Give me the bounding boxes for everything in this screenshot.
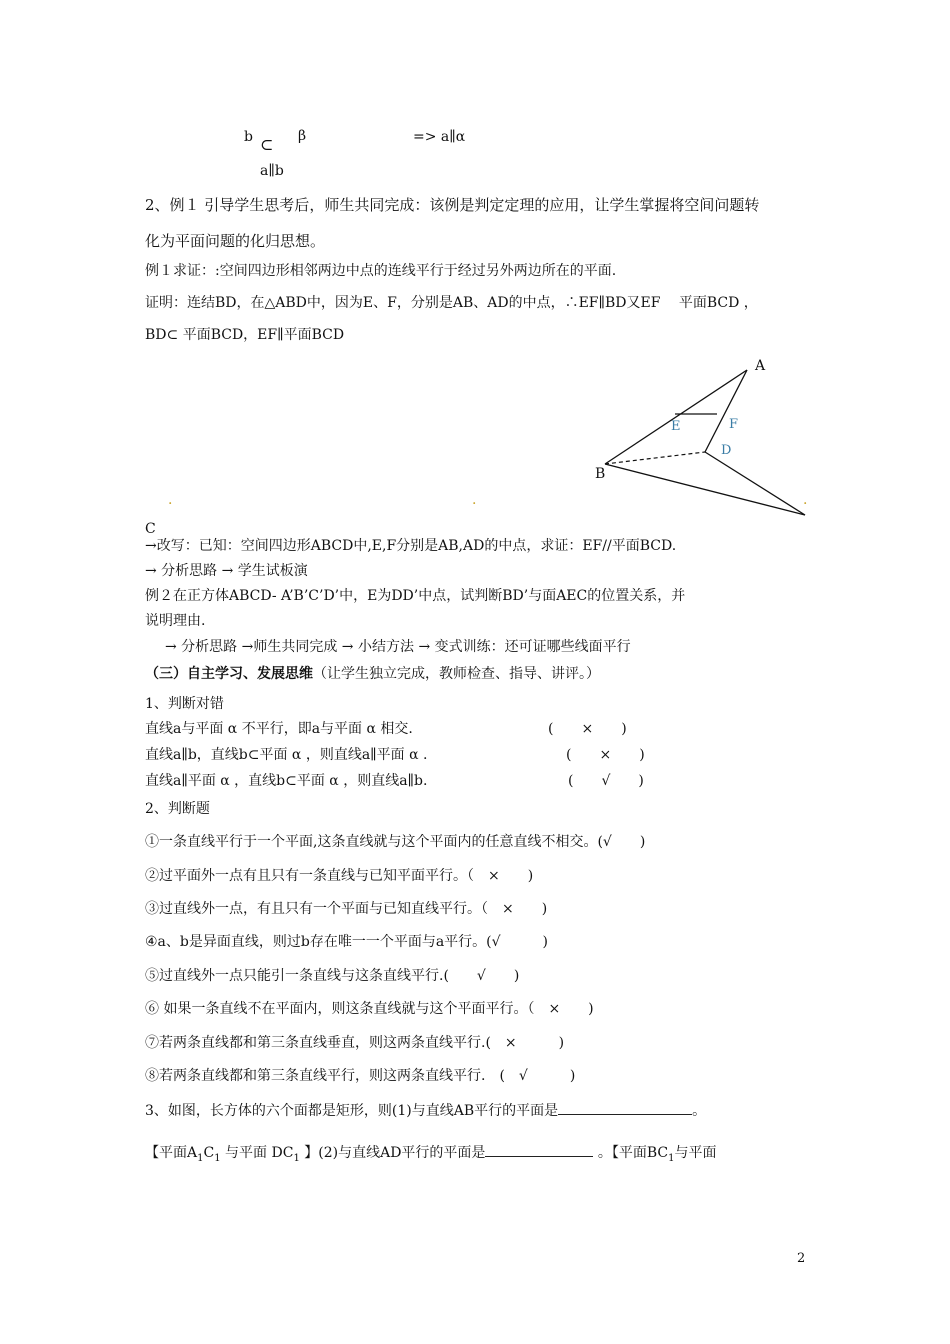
quadrilateral-figure bbox=[585, 352, 815, 527]
q3-line-2 bbox=[145, 1142, 717, 1168]
answer-blank-1[interactable] bbox=[558, 1100, 692, 1115]
label-d: D bbox=[721, 443, 732, 458]
q3-text-e: 。【平面BC bbox=[593, 1145, 669, 1161]
section3-note: （让学生独立完成，教师检查、指导、讲评。） bbox=[313, 666, 600, 682]
judge-item-1: 直线a与平面 α 不平行，即a与平面 α 相交. bbox=[145, 721, 413, 737]
section3-title: （三）自主学习、发展思维 bbox=[145, 666, 313, 682]
judge-answer-2: ( × ) bbox=[566, 747, 645, 763]
q3-sub-3: 1 bbox=[293, 1152, 300, 1164]
formula-implies: => a∥α bbox=[413, 129, 466, 145]
rewrite-line: →改写：已知：空间四边形ABCD中,E,F分别是AB,AD的中点，求证：EF//平面BCD. bbox=[145, 538, 677, 554]
flow-1: → 分析思路 → 学生试板演 bbox=[145, 563, 308, 579]
q3-text-a: 【平面A bbox=[145, 1145, 198, 1161]
quadrilateral-svg bbox=[585, 352, 815, 527]
example2-line-2: 说明理由. bbox=[145, 613, 206, 629]
section3-heading bbox=[145, 665, 600, 683]
q3-text-f: 与平面 bbox=[674, 1145, 717, 1161]
example1-title: 例１求证：:空间四边形相邻两边中点的连线平行于经过另外两边所在的平面. bbox=[145, 263, 617, 279]
q3-line-1-text: 3、如图，长方体的六个面都是矩形，则(1)与直线AB平行的平面是 bbox=[145, 1103, 559, 1119]
proof-line-2: BD⊂ 平面BCD，EF∥平面BCD bbox=[145, 327, 345, 343]
judge-answer-3: ( √ ) bbox=[568, 773, 644, 789]
anchor-dot: · bbox=[472, 496, 477, 512]
judge2-item-4: ④a、b是异面直线，则过b存在唯一一个平面与a平行。(√ ) bbox=[145, 934, 549, 950]
page-number: 2 bbox=[797, 1251, 806, 1266]
anchor-dot: · bbox=[803, 496, 808, 512]
example2-line-1: 例２在正方体ABCD- A’B’C’D’中，E为DD’中点，试判断BD’与面AEC的位置关系，并 bbox=[145, 588, 686, 604]
formula-b: b bbox=[244, 129, 253, 145]
judge-answer-1: ( × ) bbox=[548, 721, 627, 737]
label-b: B bbox=[595, 466, 606, 482]
anchor-dot: · bbox=[168, 496, 173, 512]
edge-bc bbox=[605, 464, 808, 515]
judge2-item-6: ⑥ 如果一条直线不在平面内，则这条直线就与这个平面平行。（ × ) bbox=[145, 1001, 594, 1017]
judge2-item-1: ①一条直线平行于一个平面,这条直线就与这个平面内的任意直线不相交。(√ ) bbox=[145, 834, 646, 850]
edge-ad bbox=[705, 370, 747, 452]
label-a: A bbox=[755, 358, 766, 374]
q3-line-1 bbox=[145, 1100, 706, 1120]
answer-blank-2[interactable] bbox=[485, 1142, 593, 1157]
q3-sub-2: 1 bbox=[214, 1152, 221, 1164]
flow-2: → 分析思路 →师生共同完成 → 小结方法 → 变式训练：还可证哪些线面平行 bbox=[165, 639, 631, 655]
q3-text-d: 】(2)与直线AD平行的平面是 bbox=[299, 1145, 486, 1161]
q3-sub-4: 1 bbox=[668, 1152, 675, 1164]
edge-dc bbox=[705, 452, 808, 515]
judge-item-3: 直线a∥平面 α ，直线b⊂平面 α ，则直线a∥b. bbox=[145, 773, 428, 789]
judge2-item-5: ⑤过直线外一点只能引一条直线与这条直线平行.( √ ) bbox=[145, 968, 520, 984]
label-c: C bbox=[145, 521, 156, 537]
q3-text-b: C bbox=[203, 1145, 215, 1161]
judge2-item-2: ②过平面外一点有且只有一条直线与已知平面平行。（ × ) bbox=[145, 868, 534, 884]
formula-beta: β bbox=[298, 128, 307, 144]
formula-subset: ⊂ bbox=[260, 135, 274, 154]
judge2-item-3: ③过直线外一点，有且只有一个平面与已知直线平行。（ × ) bbox=[145, 901, 548, 917]
para-2-cont: 化为平面问题的化归思想。 bbox=[145, 232, 326, 250]
proof-line-1: 证明：连结BD，在△ABD中，因为E、F，分别是AB、AD的中点，∴EF∥BD又EF 平面BCD ， bbox=[145, 295, 758, 311]
q3-sub-1: 1 bbox=[197, 1152, 204, 1164]
q3-line-1-end: 。 bbox=[692, 1103, 707, 1119]
judge-title: 1、判断对错 bbox=[145, 696, 224, 712]
q3-text-c: 与平面 DC bbox=[220, 1145, 294, 1161]
judge2-title: 2、判断题 bbox=[145, 801, 210, 817]
label-e: E bbox=[671, 419, 681, 434]
para-2: 2、例１ 引导学生思考后，师生共同完成：该例是判定定理的应用，让学生掌握将空间问题转 bbox=[145, 196, 760, 214]
judge-item-2: 直线a∥b，直线b⊂平面 α ，则直线a∥平面 α . bbox=[145, 747, 428, 763]
judge2-item-8: ⑧若两条直线都和第三条直线平行，则这两条直线平行. ( √ ) bbox=[145, 1068, 576, 1084]
formula-a-par-b: a∥b bbox=[260, 163, 284, 179]
label-f: F bbox=[729, 417, 739, 432]
judge2-item-7: ⑦若两条直线都和第三条直线垂直，则这两条直线平行.( × ) bbox=[145, 1035, 565, 1051]
